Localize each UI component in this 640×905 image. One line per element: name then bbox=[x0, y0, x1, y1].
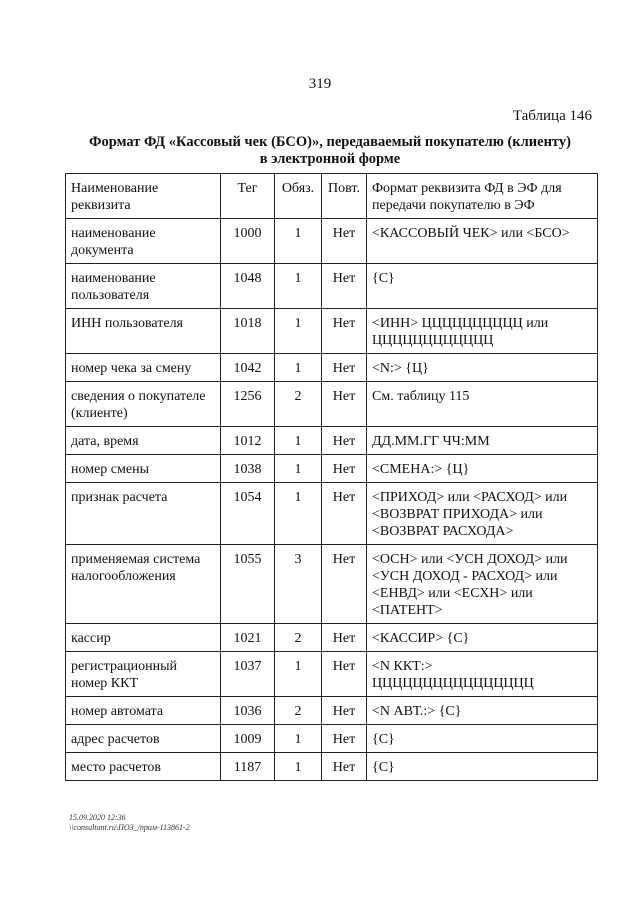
footer-timestamp: 15.09.2020 12:36 bbox=[69, 813, 126, 822]
header-repeat: Повт. bbox=[322, 174, 367, 219]
cell-format: {С} bbox=[367, 264, 598, 309]
table-row bbox=[66, 264, 598, 309]
cell-name: наименование документа bbox=[66, 219, 221, 264]
cell-tag: 1042 bbox=[221, 354, 275, 382]
cell-repeat: Нет bbox=[322, 427, 367, 455]
cell-format: <N:> {Ц} bbox=[367, 354, 598, 382]
cell-name: сведения о покупателе (клиенте) bbox=[66, 382, 221, 427]
cell-name: место расчетов bbox=[66, 753, 221, 781]
table-row bbox=[66, 427, 598, 455]
cell-required: 1 bbox=[275, 219, 322, 264]
cell-required: 2 bbox=[275, 697, 322, 725]
cell-repeat: Нет bbox=[322, 309, 367, 354]
cell-repeat: Нет bbox=[322, 624, 367, 652]
cell-required: 2 bbox=[275, 382, 322, 427]
table-row bbox=[66, 725, 598, 753]
cell-format: <N АВТ.:> {С} bbox=[367, 697, 598, 725]
cell-required: 1 bbox=[275, 455, 322, 483]
cell-tag: 1037 bbox=[221, 652, 275, 697]
cell-format: <КАССОВЫЙ ЧЕК> или <БСО> bbox=[367, 219, 598, 264]
cell-repeat: Нет bbox=[322, 483, 367, 545]
table-row bbox=[66, 624, 598, 652]
title-line-2: в электронной форме bbox=[259, 151, 401, 167]
table-row bbox=[66, 545, 598, 624]
cell-repeat: Нет bbox=[322, 753, 367, 781]
cell-name: признак расчета bbox=[66, 483, 221, 545]
cell-required: 1 bbox=[275, 264, 322, 309]
cell-tag: 1055 bbox=[221, 545, 275, 624]
cell-format: См. таблицу 115 bbox=[367, 382, 598, 427]
cell-format: <СМЕНА:> {Ц} bbox=[367, 455, 598, 483]
cell-repeat: Нет bbox=[322, 697, 367, 725]
cell-name: ИНН пользователя bbox=[66, 309, 221, 354]
page-number: 319 bbox=[308, 76, 332, 92]
cell-name: номер чека за смену bbox=[66, 354, 221, 382]
cell-tag: 1187 bbox=[221, 753, 275, 781]
cell-name: применяемая система налогообложения bbox=[66, 545, 221, 624]
cell-format: <ИНН> ЦЦЦЦЦЦЦЦЦЦ или ЦЦЦЦЦЦЦЦЦЦЦЦ bbox=[367, 309, 598, 354]
cell-required: 1 bbox=[275, 309, 322, 354]
cell-tag: 1036 bbox=[221, 697, 275, 725]
cell-name: номер автомата bbox=[66, 697, 221, 725]
cell-format: <ПРИХОД> или <РАСХОД> или <ВОЗВРАТ ПРИХОДА> или <ВОЗВРАТ РАСХОДА> bbox=[367, 483, 598, 545]
document-footer bbox=[69, 813, 190, 833]
cell-name: наименование пользователя bbox=[66, 264, 221, 309]
requisites-table bbox=[65, 173, 598, 781]
table-label: Таблица 146 bbox=[512, 108, 592, 124]
table-row bbox=[66, 483, 598, 545]
cell-tag: 1021 bbox=[221, 624, 275, 652]
cell-repeat: Нет bbox=[322, 354, 367, 382]
cell-required: 1 bbox=[275, 483, 322, 545]
cell-name: дата, время bbox=[66, 427, 221, 455]
cell-name: номер смены bbox=[66, 455, 221, 483]
table-row bbox=[66, 219, 598, 264]
cell-format: ДД.ММ.ГГ ЧЧ:ММ bbox=[367, 427, 598, 455]
cell-tag: 1000 bbox=[221, 219, 275, 264]
cell-repeat: Нет bbox=[322, 652, 367, 697]
cell-repeat: Нет bbox=[322, 264, 367, 309]
header-format: Формат реквизита ФД в ЭФ для передачи покупателю в ЭФ bbox=[367, 174, 598, 219]
cell-required: 1 bbox=[275, 753, 322, 781]
cell-format: <ОСН> или <УСН ДОХОД> или <УСН ДОХОД - РАСХОД> или <ЕНВД> или <ЕСХН> или <ПАТЕНТ> bbox=[367, 545, 598, 624]
cell-repeat: Нет bbox=[322, 545, 367, 624]
cell-format: <КАССИР> {С} bbox=[367, 624, 598, 652]
title-line-1: Формат ФД «Кассовый чек (БСО)», передаваемый покупателю (клиенту) bbox=[89, 134, 571, 150]
cell-name: кассир bbox=[66, 624, 221, 652]
cell-tag: 1018 bbox=[221, 309, 275, 354]
cell-tag: 1054 bbox=[221, 483, 275, 545]
table-row bbox=[66, 753, 598, 781]
cell-required: 2 bbox=[275, 624, 322, 652]
table-row bbox=[66, 309, 598, 354]
table-row bbox=[66, 382, 598, 427]
cell-required: 3 bbox=[275, 545, 322, 624]
header-required: Обяз. bbox=[275, 174, 322, 219]
cell-repeat: Нет bbox=[322, 455, 367, 483]
cell-repeat: Нет bbox=[322, 725, 367, 753]
footer-path: \\consultant.ru\ПОЗ_/прим-113861-2 bbox=[69, 823, 190, 832]
header-name: Наименование реквизита bbox=[66, 174, 221, 219]
cell-required: 1 bbox=[275, 652, 322, 697]
cell-required: 1 bbox=[275, 427, 322, 455]
cell-repeat: Нет bbox=[322, 219, 367, 264]
table-row bbox=[66, 697, 598, 725]
cell-tag: 1009 bbox=[221, 725, 275, 753]
cell-name: регистрационный номер ККТ bbox=[66, 652, 221, 697]
cell-tag: 1048 bbox=[221, 264, 275, 309]
cell-tag: 1038 bbox=[221, 455, 275, 483]
table-row bbox=[66, 455, 598, 483]
cell-name: адрес расчетов bbox=[66, 725, 221, 753]
table-row bbox=[66, 354, 598, 382]
cell-format: <N ККТ:> ЦЦЦЦЦЦЦЦЦЦЦЦЦЦЦЦ bbox=[367, 652, 598, 697]
cell-repeat: Нет bbox=[322, 382, 367, 427]
cell-required: 1 bbox=[275, 725, 322, 753]
cell-tag: 1256 bbox=[221, 382, 275, 427]
cell-format: {С} bbox=[367, 753, 598, 781]
cell-required: 1 bbox=[275, 354, 322, 382]
table-header-row bbox=[66, 174, 598, 219]
header-tag: Тег bbox=[221, 174, 275, 219]
table-row bbox=[66, 652, 598, 697]
document-title bbox=[60, 134, 600, 168]
cell-tag: 1012 bbox=[221, 427, 275, 455]
cell-format: {С} bbox=[367, 725, 598, 753]
